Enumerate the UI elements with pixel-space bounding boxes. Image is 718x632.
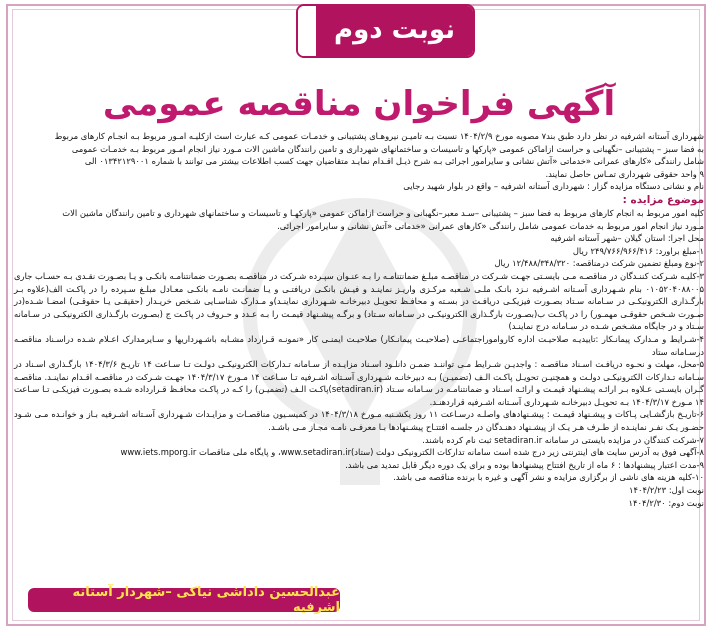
subject-line: کلیه امور مربوط به انجام کارهای مربوط به فضا سبز – پشتیبانی –سـد معبر–نگهبانی و حراست ازاماکن عمومی «پارکهـا و تاسیسات و ساختمانهای شهرداری و تامین رانندگان ماشین الات — [62, 207, 704, 218]
list-item: ۴-شـرایط و مـدارک پیمانـکار :تاییدیـه صلاحیـت اداره کارواموراجتماعـی (صلاحیـت پیمانـکار) صلاحیـت ایمنـی کار «نمونـه قـرارداد مشـابه باشـهرداریها و سـایرمدارک اعـلام شـده دراسـناد مناقصـه درسـامانه ستاد — [14, 333, 704, 357]
turn-tab — [296, 4, 475, 58]
subject-heading: موضوع مزایده : — [622, 193, 704, 206]
turn-label: نوبت دوم — [316, 6, 473, 56]
subject-line: مـورد نیاز انجام امور مربوط به خدمات عمومی شامل رانندگی «کارهای عمرانی «خدماتی «آتش نشانی و سایرامور اجرائی. — [277, 220, 704, 231]
notice-title: آگهی فراخوان مناقصه عمومی — [102, 84, 616, 124]
list-item: ۲-نوع ومبلغ تضمین شرکت درمناقصه: ۱۲/۴۸۸/۳۴۸/۳۲۰ ریال — [494, 258, 704, 269]
list-item: ۵-محل، مهلت و نحـوه دریافـت اسـناد مناقصـه : واجدیـن شـرایط مـی تواننـد ضمـن دانلـود اسـناد مزایـده از سـامانه تـدارکات الکترونیکـی دولـت تـا سـاعت ۱۴ تاریـخ ۱۴۰۴/۳/۶ بارگـذاری اسـناد در سـامانه تـدارکات الکترونیکـی دولـت و همچنیـن تحویـل پاکـت الـف (تضمیـن) بـه دبیرخانـه شـهرداری آسـتانه اشـرفیه تـا سـاعت ۱۴ مـورخ ۱۴۰۴/۳/۱۷ جهـت شـرکت در مناقصـه اقـدام نماینـد. مناقصـه گـران بایسـتی عـلاوه بـر ارائـه پیشـنهاد قیمـت و ارائـه اسـناد و ضمانتنامـه در سـامانه سـتاد (setadiran.ir)پاکـت الـف (تضمیـن) را کـه در پاکـت محافـظ قـرارداده شـده بصـورت فیزیکـی تـا سـاعت ۱۴ مـورخ ۱۴۰۴/۳/۱۷ بـه تحویـل دبیرخانـه شـهرداری آسـتانه اشـرفیه قراردهنـد. — [14, 359, 704, 407]
list-item: ۷-شرکت کنندگان در مزایده بایستی در سامانه setadiran.ir ثبت نام کرده باشند. — [422, 434, 704, 445]
signature-box — [28, 585, 340, 615]
notice-body — [14, 130, 704, 509]
intro-line: به فضا سبز – پشتیبانی –نگهبانی و حراست ازاماکن عمومی «پارکها و تاسیسات و ساختمانهای شهرداری و تامین رانندگان ماشین الات مـورد نیاز انجام امـور مربوط بـه خدمـات عمومی — [71, 143, 704, 154]
list-item: ۶-تاریـخ بازگشـایی پـاکات و پیشـنهاد قیمـت : پیشـنهادهای واصلـه درسـاعت ۱۱ روز یکشـنبه مـورخ ۱۴۰۴/۳/۱۸ در کمیسـیون مناقصـات و مزایـدات شـهرداری آسـتانه اشـرفیه بـاز و خوانـده مـی شـود حضـور یـک نفـر نماینـده از طـرف هـر یـک از پیشـنهاد دهنـدگان در جلسـه افتتـاح پیشـنهادها بـا معرفـی نامـه مجـاز مـی باشـد. — [14, 409, 704, 433]
list-item: ۹-مدت اعتبار پیشنهادها : ۶ ماه از تاریخ افتتاح پیشنهادها بوده و برای یک دوره دیگر قابل تمدید می باشد. — [345, 459, 704, 470]
list-item: ۱۰-کلیه هزینه های ناشی از برگزاری مزایده و نشر آگهی و غیره با برنده مناقصه می باشد. — [393, 472, 704, 483]
list-item: ۸-آگهی فوق به آدرس سایت های اینترنتی زیر درج شده است سامانه تدارکات الکترونیکی دولت (ستاد)www.setadiran.ir، و پایگاه ملی مناقصات www.iets.mporg.ir — [120, 447, 704, 458]
intro-line: ۹ واحد حقوقی شهرداری تمـاس حاصل نمایند. — [545, 168, 704, 179]
signature-text: عبدالحسین داداشی نیاکی –شهردار آستانه اشرفیه — [72, 585, 340, 615]
subject-line: محل اجرا: استان گیلان –شهر آستانه اشرفیه — [550, 233, 704, 244]
intro-line: نام و نشانی دستگاه مزایده گزار : شهرداری آستانه اشرفیه – واقع در بلوار شهید رجایی — [403, 181, 704, 192]
intro-line: شهرداری آستانه اشرفیه در نظر دارد طبق بند۷ مصوبه مورخ ۱۴۰۴/۲/۹ نسبت بـه تامیـن نیروهـای پشتیبانی و خدمـات عمومی کـه عبارت است ازکلیـه امـور مربوط بـه انجـام کارهای مربوط — [54, 131, 704, 141]
turn-tab-pad — [298, 6, 316, 56]
list-item: ۳-کلیـه شـرکت کننـدگان در مناقصـه مـی بایسـتی جهـت شـرکت در مناقصـه مبلـغ ضمانتنامـه را بـه عنـوان سپـرده شـرکت در مناقصـه بصـورت ضمانتنامـه بانکـی و یـا بصـورت نقـدی بـه حسـاب جاری ۰۱۰۵۲۰۴۰۸۸۰۰۵ بنام شـهرداری آسـتانه اشـرفیه نـزد بانـک ملـی شـعبه مرکـزی واریـز نماینـد و فیـش بانکـی دریافتـی و یـا ضمانـت نامـه بانکـی معـادل مبلـغ سـپرده را در پاکـت الف(علاوه بـر بارگـذاری الکترونیکـی در سـامانه سـتاد بصـورت فیزیکـی دریافـت در بسـته و محافـظ تحویـل دبیرخانـه شـهرداری نماینـد)و مـدارک شناسـایی شـخص خریـدار (حقیقـی یـا حقوقـی) امضـا شـده(در صـورت شـخص حقوقـی مهمـور) را در پاکـت ب(بصـورت بارگـذاری الکترونیکـی در سـامانه سـتاد) و برگـه پیشـنهاد قیمـت را بـه عـدد و حـروف در پاکـت ج (بصـورت بارگـذاری الکترونیکـی در سـامانه سـتاد و در جایگاه مشـخص شـده در سـامانه درج نماینـد) — [14, 270, 704, 332]
publish-date: نوبت اول: ۱۴۰۴/۲/۲۳ — [629, 485, 704, 496]
publish-date: نوبت دوم: ۱۴۰۴/۲/۳۰ — [628, 497, 704, 508]
intro-line: شامل رانندگی «کارهای عمرانی «خدماتی «آتش نشانی و سایرامور اجرائی بـه شرح ذیـل اقـدام نمایـد متقاضیان جهت کسب اطلاعات بیشتر می توانند با شماره ۰۱۳۴۲۱۲۹۰۰۱ الی — [84, 156, 704, 167]
list-item: ۱-مبلغ براورد: ۲۴۹/۷۶۶/۹۶۶/۴۱۶ ریال — [572, 245, 704, 256]
